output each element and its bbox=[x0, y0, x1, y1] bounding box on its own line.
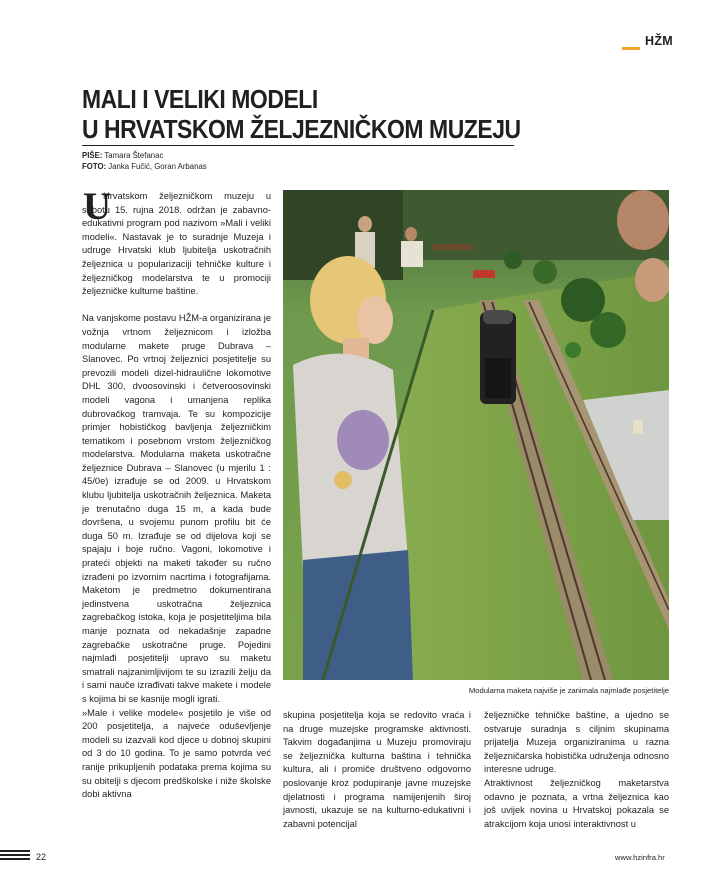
section-brand: HŽM bbox=[645, 34, 673, 48]
title-line-1: MALI I VELIKI MODELI bbox=[82, 86, 318, 114]
body-paragraph: skupina posjetitelja koja se redovito vraća i na druge muzejske programske aktivnosti. Takvim događanjima u Muzeju promoviraju se željeznička kulturna baština i tehnička kultura, ali i promiče društveno odgovorno poslovanje kroz podupiranje javne muzejske djelatnosti i programa namijenjenih široj javnosti, ukazuje se na kulturno-edukativni i zabavni potencijal bbox=[283, 710, 471, 829]
photo-caption: Modularna maketa najviše je zanimala najmlađe posjetitelje bbox=[468, 686, 669, 695]
body-paragraph: »Male i velike modele« posjetilo je više od 200 posjetitelja, a najveće oduševljenje modeli su izazvali kod djece u dobnoj skupini od 3 do 10 godina. To je samo potvrda već ranije prikupljenih podataka prema kojima su su obitelji s djecom predškolske i niže školske dobi aktivna bbox=[82, 707, 271, 800]
header-accent-bar bbox=[622, 47, 640, 50]
middle-column bbox=[283, 709, 471, 831]
article-photo bbox=[283, 190, 669, 680]
body-paragraph: Na vanjskome postavu HŽM-a organizirana je vožnja vrtnom željeznicom i izložba modularne makete pruge Dubrava – Slanovec. Po vrtnoj željeznici posjetitelje su prevozili modeli dizel-hidraulične lokomotive DHL 300, dvoosovinski i četveroosovinski modeli vagona i umanjena replika dubrovačkog tramvaja. Te su kompozicije primjer hobističkog bavljenja željezničkim tematikom i posebnom vrstom željezničkog modelarstva. Modularna maketa uskotračne željeznice Dubrava – Slanovec (u mjerilu 1 : 45/0e) izrađuje se od 2009. u Hrvatskom klubu ljubitelja uskotračnih željeznica. Maketa je trenutačno duga 15 m, a kada bude dovršena, u svojemu punom profilu bit će duga 50 m. Izrađuje se od dijelova koji se spajaju i boje ručno. Vagoni, lokomotive i prateći objekti na maketi također su ručno izrađeni po izvornim nacrtima i fotografijama. Maketom je predmetno dokumentirana jedinstvena uskotračna željeznica zagrebačkog istoka, koja je posjetiteljima bila manje poznata od nekadašnje zapadne zagrebačke uskotračne pruge. Pojedini najmlađi posjetitelji upravo su maketu smatrali najzanimljivijom te su izrazili želju da i sami nauče izrađivati takve makete i modele s kojima bi se kasnije mogli igrati. bbox=[82, 313, 271, 704]
title-line-2: U HRVATSKOM ŽELJEZNIČKOM MUZEJU bbox=[82, 116, 521, 144]
left-column bbox=[82, 185, 271, 802]
page-number: 22 bbox=[36, 852, 47, 862]
title-underline bbox=[82, 145, 514, 146]
body-paragraph: Atraktivnost željezničkog maketarstva odavno je poznata, a vrtna željeznica kao još uvijek novina u Hrvatskoj pokazala se atrakcijom koja unosi interaktivnost u bbox=[484, 777, 669, 829]
photo-credit bbox=[82, 162, 207, 173]
body-paragraph: željezničke tehničke baštine, a ujedno se ostvaruje suradnja s ciljnim skupinama prijatelja Muzeja organiziranima u razna željezničarska hobistička udruženja odnosno interesne udruge. bbox=[484, 710, 669, 775]
footer-bars bbox=[0, 850, 30, 862]
intro-paragraph: Hrvatskom željezničkom muzeju u subotu 15. rujna 2018. održan je zabavno-edukativni program pod nazivom »Mali i veliki modeli«. Nastavak je to suradnje Muzeja i udruge Hrvatski klub ljubitelja uskotračnih željeznica u popularizaciji tehničke kulture i željezničkog modelarstva te u promociji željezničke kulturne baštine. bbox=[82, 191, 271, 297]
photo-label: FOTO: bbox=[82, 161, 107, 171]
article-title bbox=[82, 85, 522, 145]
article-credits bbox=[82, 151, 207, 172]
author-credit bbox=[82, 151, 207, 162]
right-column bbox=[484, 709, 669, 831]
photographer-names: Janka Fučić, Goran Arbanas bbox=[108, 161, 207, 171]
author-label: PIŠE: bbox=[82, 151, 103, 160]
website-link[interactable]: www.hzinfra.hr bbox=[615, 853, 665, 862]
author-name: Tamara Štefanac bbox=[104, 151, 164, 160]
drop-cap: U bbox=[83, 185, 112, 228]
